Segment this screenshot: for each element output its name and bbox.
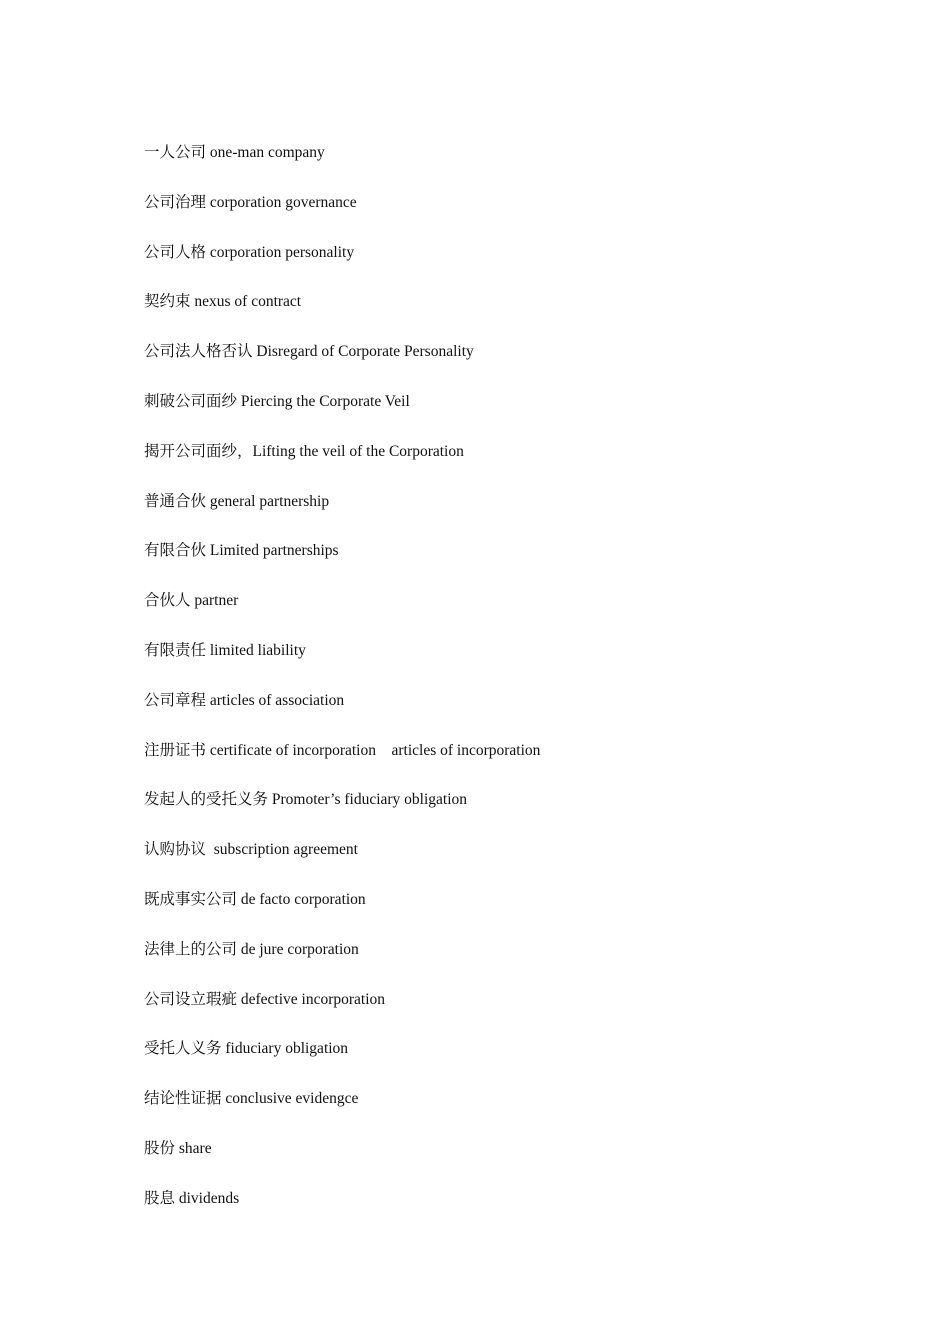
glossary-line: 法律上的公司 de jure corporation [144, 940, 359, 958]
glossary-line: 发起人的受托义务 Promoter’s fiduciary obligation [144, 791, 468, 809]
glossary-line: 一人公司 one-man company [144, 144, 325, 161]
glossary-line: 注册证书 certificate of incorporation articles of incorporation [144, 741, 541, 759]
glossary-line: 公司治理 corporation governance [144, 193, 357, 211]
glossary-line: 既成事实公司 de facto corporation [144, 890, 366, 908]
glossary-line: 合伙人 partner [144, 592, 239, 610]
glossary-line: 股份 share [144, 1139, 212, 1157]
glossary-line: 普通合伙 general partnership [144, 492, 330, 510]
glossary-term-list [144, 140, 540, 1236]
glossary-line: 刺破公司面纱 Piercing the Corporate Veil [144, 392, 410, 410]
glossary-line: 受托人义务 fiduciary obligation [144, 1040, 349, 1058]
glossary-line: 有限责任 limited liability [144, 641, 306, 659]
glossary-line: 认购协议 subscription agreement [144, 841, 358, 859]
glossary-line: 公司法人格否认 Disregard of Corporate Personality [144, 343, 474, 361]
glossary-line: 公司章程 articles of association [144, 691, 345, 709]
glossary-line: 契约束 nexus of contract [144, 293, 302, 311]
glossary-line: 有限合伙 Limited partnerships [144, 542, 339, 560]
glossary-line: 揭开公司面纱，Lifting the veil of the Corporation [144, 442, 464, 460]
glossary-line: 股息 dividends [144, 1189, 240, 1207]
glossary-line: 公司人格 corporation personality [144, 243, 355, 261]
glossary-line: 公司设立瑕疵 defective incorporation [144, 990, 386, 1008]
glossary-line: 结论性证据 conclusive evidengce [144, 1090, 359, 1108]
